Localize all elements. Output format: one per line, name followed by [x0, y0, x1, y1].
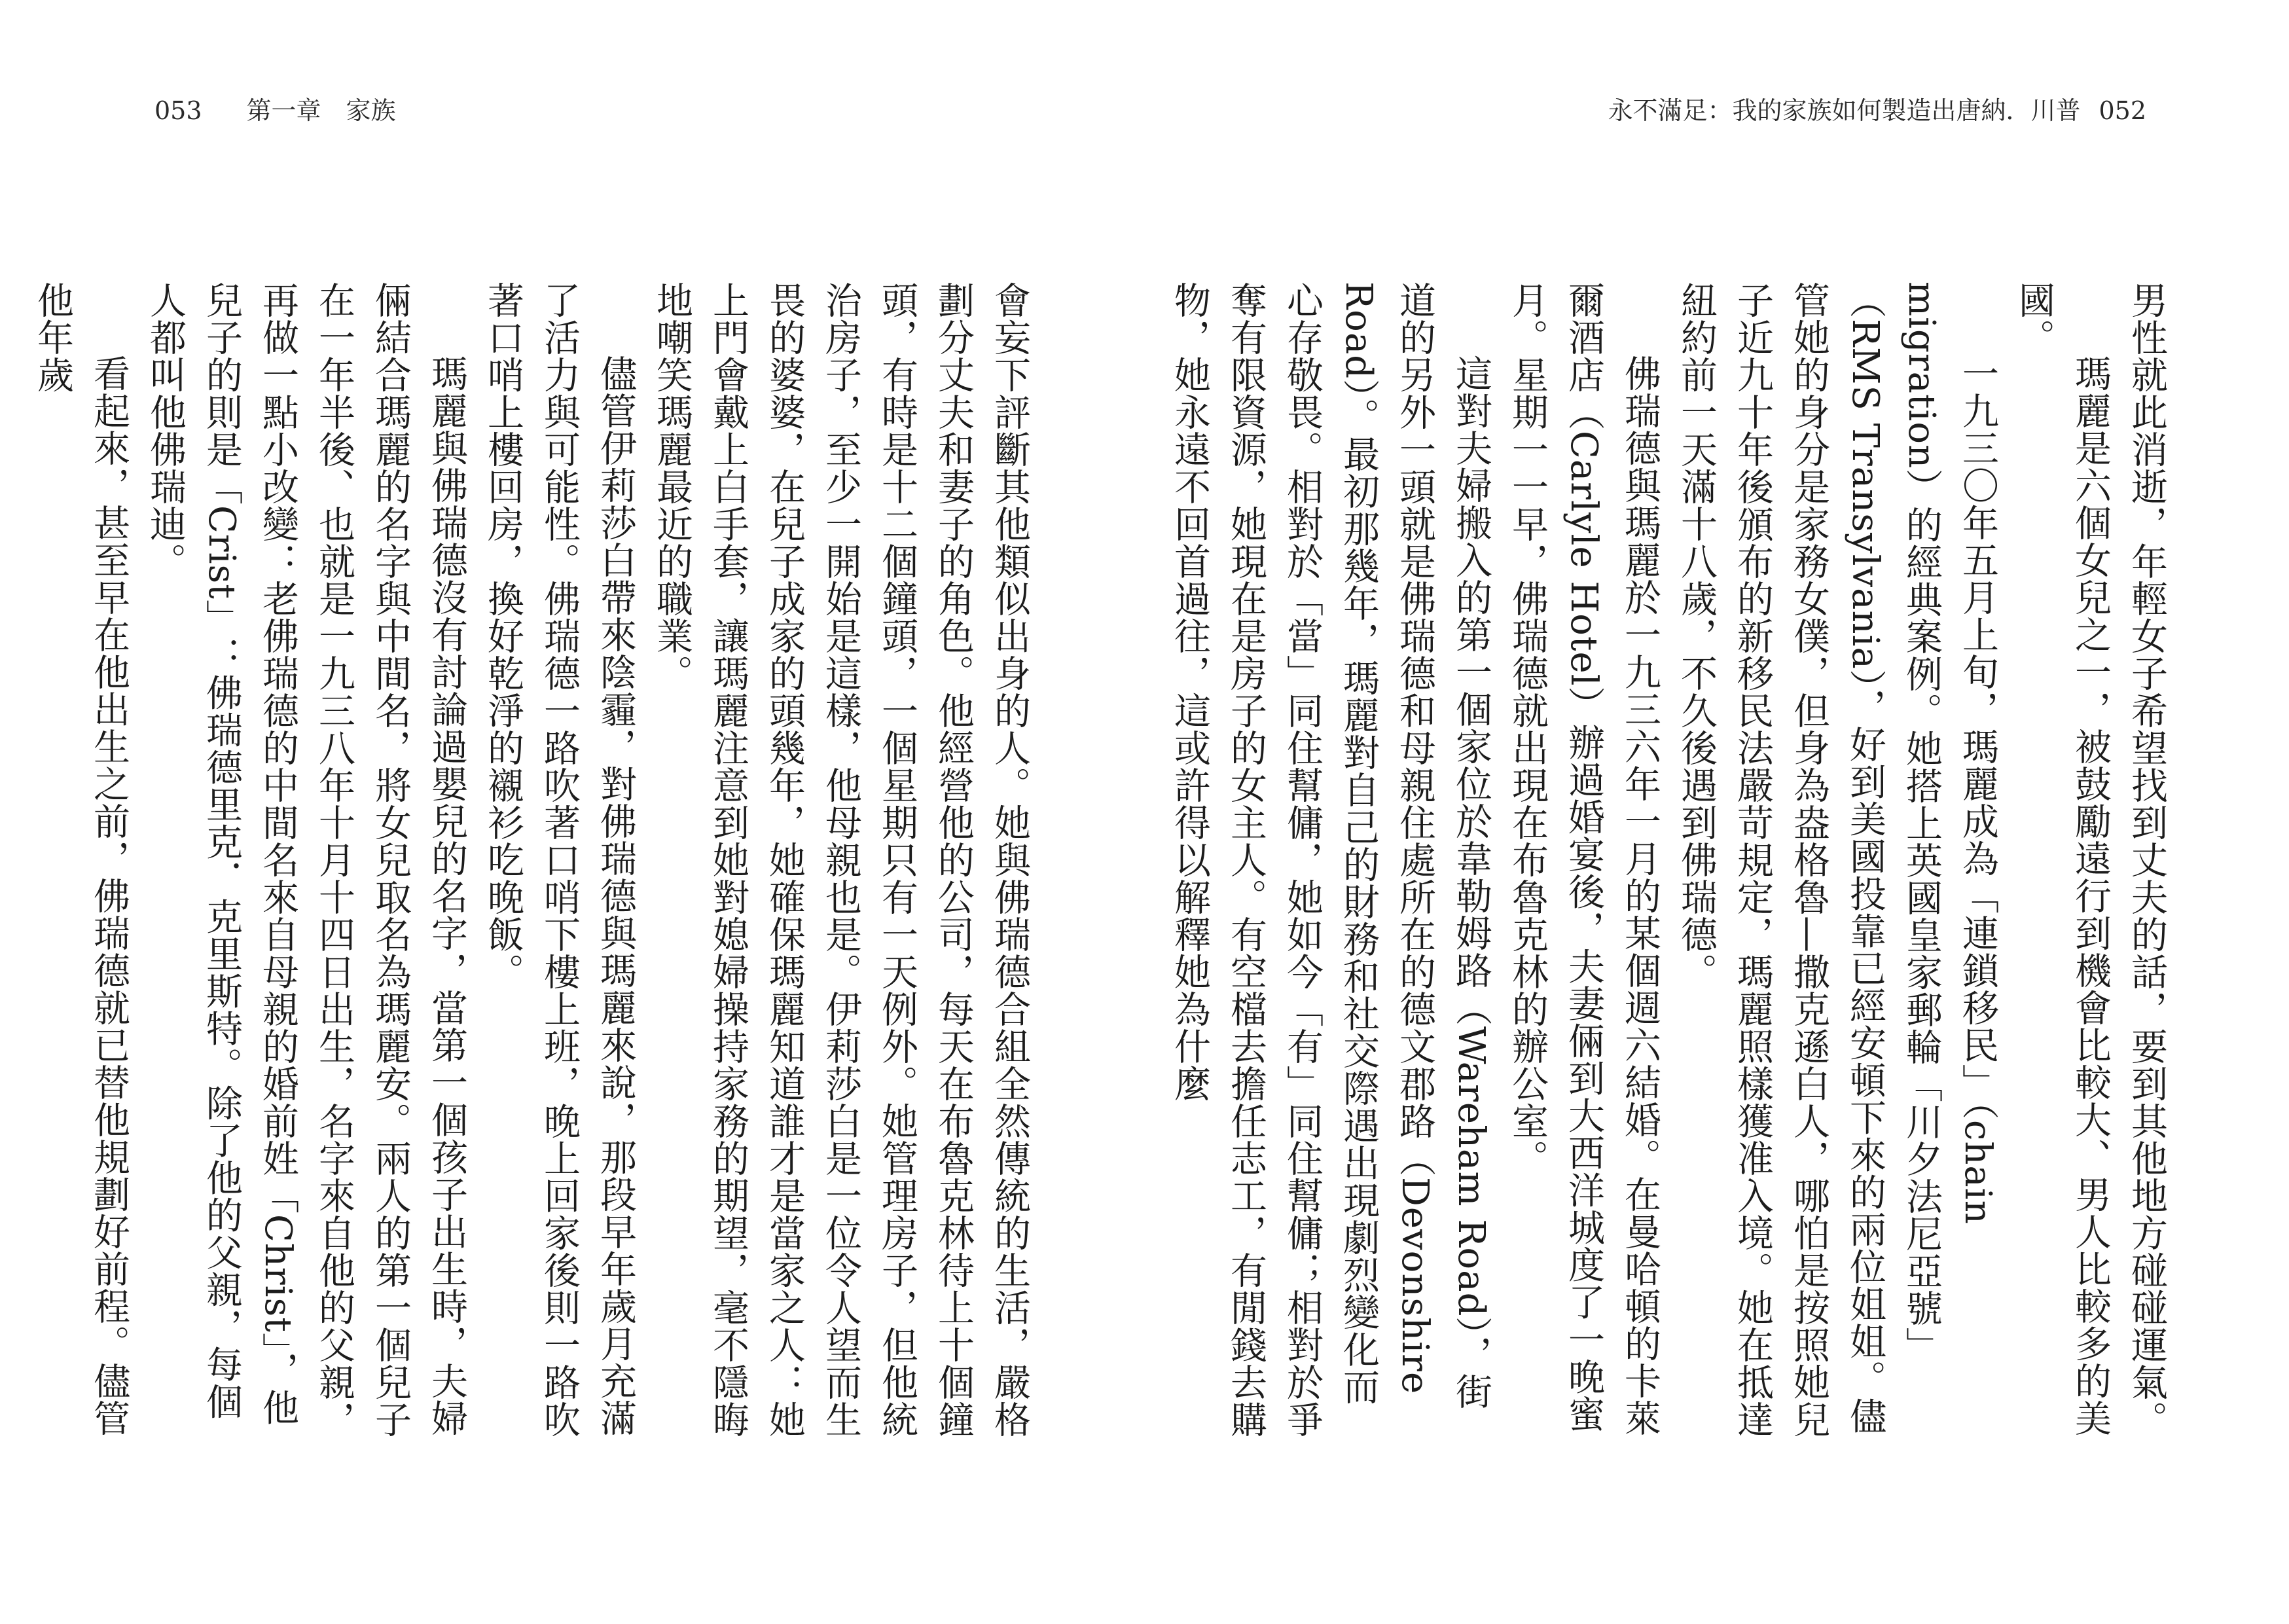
paragraph: 瑪麗是六個女兒之一，被鼓勵遠行到機會比較大、男人比較多的美國。 [2013, 281, 2112, 1437]
paragraph: 男性就此消逝，年輕女子希望找到丈夫的話，要到其他地方碰碰運氣。 [2125, 281, 2168, 1438]
right-page-body [1168, 281, 2174, 1440]
right-page-number: 052 [2099, 96, 2146, 125]
left-page-number: 053 [154, 96, 202, 125]
paragraph: 會妄下評斷其他類似出身的人。她與佛瑞德合組全然傳統的生活，嚴格劃分丈夫和妻子的角色。他經營他的公司，每天在布魯克林待上十個鐘頭，有時是十二個鐘頭，一個星期只有一天例外。她管理房子，但他統治房子，至少一開始是這樣，他母親也是。伊莉莎白是一位令人望而生畏的婆婆，在兒子成家的頭幾年，她確保瑪麗知道誰才是當家之人：她上門會戴上白手套，讓瑪麗注意到她對媳婦操持家務的期望，毫不隱晦地嘲笑瑪麗最近的職業。 [651, 281, 1031, 1438]
paragraph: 這對夫婦搬入的第一個家位於韋勒姆路（Wareham Road），街道的另外一頭就是佛瑞德和母親住處所在的德文郡路（Devonshire Road）。最初那幾年，瑪麗對自己的財務和社交際遇出現劇烈變化而心存敬畏。相對於「當」同住幫傭，她如今「有」同住幫傭；相對於爭奪有限資源，她現在是房子的女主人。有空檔去擔任志工，有閒錢去購物，她永遠不回首過往，這或許得以解釋她為什麼 [1168, 281, 1492, 1438]
paragraph: 一九三〇年五月上旬，瑪麗成為「連鎖移民」（chain migration）的經典案例。她搭上英國皇家郵輪「川夕法尼亞號」（RMS Transylvania），好到美國投靠已經安頓下來的兩位姐姐。儘管她的身分是家務女僕，但身為盎格魯—撒克遜白人，哪怕是按照她兒子近九十年後頒布的新移民法嚴苛規定，瑪麗照樣獲准入境。她在抵達紐約前一天滿十八歲，不久後遇到佛瑞德。 [1675, 281, 1999, 1438]
paragraph: 瑪麗與佛瑞德沒有討論過嬰兒的名字，當第一個孩子出生時，夫婦倆結合瑪麗的名字與中間名，將女兒取名為瑪麗安。兩人的第一個兒子在一年半後、也就是一九三八年十月十四日出生，名字來自他的父親，再做一點小改變：老佛瑞德的中間名來自母親的婚前姓「Christ」，他兒子的則是「Crist」：佛瑞德里克．克里斯特。除了他的父親，每個人都叫他佛瑞迪。 [144, 281, 468, 1438]
left-page-body [0, 281, 1037, 1440]
right-page-header [1608, 98, 2165, 123]
left-page-header [136, 98, 396, 123]
chapter-title: 第一章 家族 [246, 96, 396, 125]
paragraph: 儘管伊莉莎白帶來陰霾，對佛瑞德與瑪麗來說，那段早年歲月充滿了活力與可能性。佛瑞德一路吹著口哨下樓上班，晚上回家後則一路吹著口哨上樓回房，換好乾淨的襯衫吃晚飯。 [482, 281, 637, 1438]
paragraph: 佛瑞德與瑪麗於一九三六年一月的某個週六結婚。在曼哈頓的卡萊爾酒店（Carlyle Hotel）辦過婚宴後，夫妻倆到大西洋城度了一晚蜜月。星期一一早，佛瑞德就出現在布魯克林的辦公室。 [1506, 281, 1661, 1437]
paragraph: 看起來，甚至早在他出生之前，佛瑞德就已替他規劃好前程。儘管他年歲 [31, 281, 130, 1437]
book-title: 永不滿足：我的家族如何製造出唐納．川普 [1608, 96, 2081, 125]
